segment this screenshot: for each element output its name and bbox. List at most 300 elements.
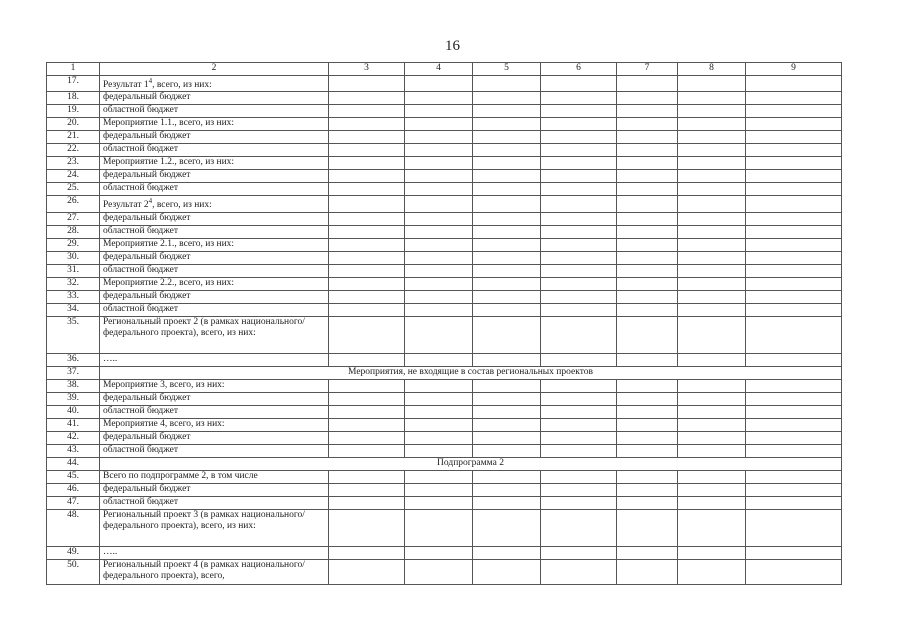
value-cell — [617, 251, 678, 264]
row-number: 24. — [47, 170, 100, 183]
row-number: 43. — [47, 444, 100, 457]
row-label-text: областной бюджет — [103, 496, 179, 507]
value-cell — [329, 353, 405, 366]
table-row — [47, 183, 842, 196]
value-cell — [405, 496, 473, 509]
value-cell — [678, 277, 746, 290]
value-cell — [746, 170, 842, 183]
value-cell — [473, 264, 541, 277]
value-cell — [473, 392, 541, 405]
row-number: 21. — [47, 131, 100, 144]
value-cell — [617, 353, 678, 366]
value-cell — [405, 251, 473, 264]
value-cell — [329, 92, 405, 105]
table-row — [47, 225, 842, 238]
column-header: 9 — [746, 63, 842, 76]
row-number: 49. — [47, 546, 100, 559]
value-cell — [405, 118, 473, 131]
value-cell — [617, 75, 678, 92]
row-label-text: Результат 1 — [103, 79, 149, 90]
row-label — [100, 105, 329, 118]
value-cell — [541, 170, 617, 183]
table-row — [47, 509, 842, 546]
row-number: 37. — [47, 366, 100, 379]
value-cell — [617, 196, 678, 213]
value-cell — [405, 183, 473, 196]
footnote-marker: 4 — [148, 76, 153, 85]
value-cell — [541, 131, 617, 144]
value-cell — [405, 212, 473, 225]
value-cell — [617, 431, 678, 444]
value-cell — [541, 225, 617, 238]
value-cell — [329, 316, 405, 353]
value-cell — [405, 75, 473, 92]
value-cell — [541, 118, 617, 131]
value-cell — [746, 131, 842, 144]
row-label-text: областной бюджет — [103, 183, 179, 194]
value-cell — [746, 353, 842, 366]
value-cell — [678, 509, 746, 546]
page-number: 16 — [445, 38, 460, 54]
value-cell — [473, 431, 541, 444]
value-cell — [541, 379, 617, 392]
value-cell — [541, 316, 617, 353]
row-label-text: федеральный бюджет — [103, 212, 191, 223]
value-cell — [405, 170, 473, 183]
row-label — [100, 277, 329, 290]
value-cell — [678, 483, 746, 496]
value-cell — [746, 157, 842, 170]
value-cell — [746, 379, 842, 392]
row-label — [100, 496, 329, 509]
row-number: 19. — [47, 105, 100, 118]
value-cell — [473, 379, 541, 392]
value-cell — [746, 392, 842, 405]
value-cell — [541, 92, 617, 105]
value-cell — [329, 290, 405, 303]
row-number: 40. — [47, 405, 100, 418]
value-cell — [541, 290, 617, 303]
value-cell — [617, 496, 678, 509]
row-number: 28. — [47, 225, 100, 238]
value-cell — [617, 559, 678, 584]
value-cell — [678, 157, 746, 170]
row-label-text: областной бюджет — [103, 405, 179, 416]
value-cell — [473, 483, 541, 496]
value-cell — [678, 144, 746, 157]
value-cell — [473, 509, 541, 546]
row-label-text: областной бюджет — [103, 105, 179, 116]
row-label — [100, 157, 329, 170]
row-number: 45. — [47, 470, 100, 483]
value-cell — [541, 559, 617, 584]
value-cell — [405, 546, 473, 559]
row-label-text: Всего по подпрограмме 2, в том числе — [103, 470, 258, 481]
value-cell — [405, 105, 473, 118]
row-label-text: федеральный бюджет — [103, 431, 191, 442]
value-cell — [617, 316, 678, 353]
row-label — [100, 444, 329, 457]
row-label-text: ….. — [103, 546, 118, 557]
row-number: 30. — [47, 251, 100, 264]
row-label-text: Региональный проект 3 (в рамках национального/федерального проекта), всего, из них: — [103, 509, 305, 532]
row-number: 32. — [47, 277, 100, 290]
value-cell — [678, 353, 746, 366]
value-cell — [678, 290, 746, 303]
value-cell — [473, 405, 541, 418]
value-cell — [329, 75, 405, 92]
value-cell — [329, 238, 405, 251]
row-number: 25. — [47, 183, 100, 196]
table-row — [47, 157, 842, 170]
value-cell — [541, 509, 617, 546]
value-cell — [473, 212, 541, 225]
value-cell — [541, 212, 617, 225]
row-label — [100, 251, 329, 264]
value-cell — [405, 131, 473, 144]
table-row — [47, 366, 842, 379]
value-cell — [678, 118, 746, 131]
value-cell — [405, 290, 473, 303]
row-label — [100, 392, 329, 405]
value-cell — [473, 157, 541, 170]
section-heading: Подпрограмма 2 — [100, 457, 842, 470]
value-cell — [746, 196, 842, 213]
row-label — [100, 431, 329, 444]
value-cell — [473, 92, 541, 105]
row-number: 20. — [47, 118, 100, 131]
value-cell — [678, 251, 746, 264]
value-cell — [678, 212, 746, 225]
value-cell — [746, 105, 842, 118]
row-number: 22. — [47, 144, 100, 157]
value-cell — [746, 496, 842, 509]
value-cell — [541, 277, 617, 290]
value-cell — [473, 75, 541, 92]
row-number: 27. — [47, 212, 100, 225]
value-cell — [405, 509, 473, 546]
value-cell — [541, 264, 617, 277]
value-cell — [746, 277, 842, 290]
value-cell — [473, 418, 541, 431]
row-label — [100, 353, 329, 366]
column-header: 8 — [678, 63, 746, 76]
value-cell — [541, 353, 617, 366]
row-label-text: Результат 2 — [103, 200, 149, 211]
value-cell — [405, 431, 473, 444]
value-cell — [405, 92, 473, 105]
value-cell — [678, 392, 746, 405]
value-cell — [541, 546, 617, 559]
row-label-suffix: , всего, из них: — [152, 79, 212, 90]
value-cell — [678, 405, 746, 418]
row-label — [100, 225, 329, 238]
budget-table — [46, 62, 842, 585]
value-cell — [473, 183, 541, 196]
value-cell — [617, 546, 678, 559]
value-cell — [617, 290, 678, 303]
value-cell — [746, 418, 842, 431]
value-cell — [541, 238, 617, 251]
value-cell — [541, 405, 617, 418]
value-cell — [617, 131, 678, 144]
value-cell — [678, 418, 746, 431]
value-cell — [329, 251, 405, 264]
row-label-text: Мероприятие 3, всего, из них: — [103, 379, 225, 390]
value-cell — [541, 183, 617, 196]
value-cell — [541, 105, 617, 118]
value-cell — [541, 144, 617, 157]
value-cell — [541, 303, 617, 316]
value-cell — [746, 264, 842, 277]
value-cell — [541, 496, 617, 509]
row-label — [100, 405, 329, 418]
row-label-text: Мероприятие 1.2., всего, из них: — [103, 157, 235, 168]
value-cell — [746, 118, 842, 131]
value-cell — [678, 225, 746, 238]
table-row — [47, 496, 842, 509]
row-number: 46. — [47, 483, 100, 496]
value-cell — [541, 418, 617, 431]
row-number: 41. — [47, 418, 100, 431]
value-cell — [329, 225, 405, 238]
value-cell — [746, 144, 842, 157]
value-cell — [405, 277, 473, 290]
value-cell — [541, 251, 617, 264]
value-cell — [617, 225, 678, 238]
table-row — [47, 303, 842, 316]
row-label — [100, 238, 329, 251]
value-cell — [473, 277, 541, 290]
table-row — [47, 546, 842, 559]
row-label — [100, 483, 329, 496]
value-cell — [617, 405, 678, 418]
value-cell — [473, 251, 541, 264]
value-cell — [405, 392, 473, 405]
row-number: 18. — [47, 92, 100, 105]
table-row — [47, 277, 842, 290]
table-row — [47, 483, 842, 496]
value-cell — [617, 105, 678, 118]
value-cell — [617, 183, 678, 196]
value-cell — [473, 316, 541, 353]
value-cell — [329, 212, 405, 225]
value-cell — [678, 496, 746, 509]
row-label-suffix: , всего, из них: — [152, 200, 212, 211]
row-label-text: федеральный бюджет — [103, 392, 191, 403]
value-cell — [746, 251, 842, 264]
table-row — [47, 353, 842, 366]
value-cell — [473, 559, 541, 584]
row-label-text: федеральный бюджет — [103, 170, 191, 181]
row-label-text: областной бюджет — [103, 144, 179, 155]
value-cell — [329, 392, 405, 405]
row-label — [100, 144, 329, 157]
row-number: 47. — [47, 496, 100, 509]
row-number: 36. — [47, 353, 100, 366]
value-cell — [678, 105, 746, 118]
row-number: 23. — [47, 157, 100, 170]
value-cell — [617, 303, 678, 316]
value-cell — [473, 444, 541, 457]
section-heading: Мероприятия, не входящие в состав региональных проектов — [100, 366, 842, 379]
value-cell — [678, 444, 746, 457]
value-cell — [617, 92, 678, 105]
table-row — [47, 196, 842, 213]
value-cell — [405, 144, 473, 157]
column-number-row — [47, 63, 842, 76]
column-header: 6 — [541, 63, 617, 76]
value-cell — [617, 277, 678, 290]
value-cell — [746, 183, 842, 196]
table-row — [47, 92, 842, 105]
row-label — [100, 75, 329, 92]
value-cell — [329, 196, 405, 213]
value-cell — [746, 238, 842, 251]
value-cell — [473, 105, 541, 118]
table-row — [47, 379, 842, 392]
value-cell — [617, 379, 678, 392]
column-header: 5 — [473, 63, 541, 76]
value-cell — [678, 170, 746, 183]
value-cell — [405, 559, 473, 584]
row-label — [100, 264, 329, 277]
value-cell — [617, 170, 678, 183]
table-row — [47, 470, 842, 483]
value-cell — [678, 238, 746, 251]
row-label — [100, 118, 329, 131]
value-cell — [678, 264, 746, 277]
value-cell — [746, 92, 842, 105]
row-number: 44. — [47, 457, 100, 470]
value-cell — [329, 546, 405, 559]
row-label — [100, 418, 329, 431]
value-cell — [405, 316, 473, 353]
value-cell — [617, 118, 678, 131]
value-cell — [329, 431, 405, 444]
value-cell — [678, 303, 746, 316]
row-label-text: областной бюджет — [103, 225, 179, 236]
value-cell — [617, 212, 678, 225]
table-row — [47, 75, 842, 92]
value-cell — [329, 131, 405, 144]
value-cell — [617, 238, 678, 251]
value-cell — [405, 157, 473, 170]
value-cell — [678, 431, 746, 444]
value-cell — [473, 118, 541, 131]
row-number: 17. — [47, 75, 100, 92]
value-cell — [746, 316, 842, 353]
value-cell — [329, 183, 405, 196]
row-label-text: ….. — [103, 353, 118, 364]
value-cell — [329, 444, 405, 457]
value-cell — [405, 225, 473, 238]
value-cell — [329, 470, 405, 483]
column-header: 7 — [617, 63, 678, 76]
table-row — [47, 251, 842, 264]
value-cell — [329, 303, 405, 316]
row-label-text: Мероприятие 4, всего, из них: — [103, 418, 225, 429]
table-row — [47, 170, 842, 183]
value-cell — [541, 157, 617, 170]
row-label-text: федеральный бюджет — [103, 131, 191, 142]
value-cell — [329, 496, 405, 509]
value-cell — [329, 509, 405, 546]
value-cell — [746, 431, 842, 444]
footnote-marker: 4 — [148, 197, 153, 206]
table-row — [47, 316, 842, 353]
row-label — [100, 212, 329, 225]
value-cell — [405, 264, 473, 277]
value-cell — [329, 105, 405, 118]
row-label — [100, 379, 329, 392]
value-cell — [329, 144, 405, 157]
value-cell — [329, 277, 405, 290]
value-cell — [617, 509, 678, 546]
value-cell — [541, 483, 617, 496]
column-header: 2 — [100, 63, 329, 76]
table-row — [47, 238, 842, 251]
value-cell — [541, 470, 617, 483]
row-number: 39. — [47, 392, 100, 405]
value-cell — [405, 303, 473, 316]
table-row — [47, 131, 842, 144]
row-label — [100, 183, 329, 196]
value-cell — [473, 196, 541, 213]
row-label-text: областной бюджет — [103, 303, 179, 314]
row-label — [100, 92, 329, 105]
table-row — [47, 144, 842, 157]
row-number: 48. — [47, 509, 100, 546]
value-cell — [617, 264, 678, 277]
value-cell — [746, 303, 842, 316]
value-cell — [405, 379, 473, 392]
table-row — [47, 431, 842, 444]
table-row — [47, 559, 842, 584]
value-cell — [405, 238, 473, 251]
row-label-text: Мероприятие 1.1., всего, из них: — [103, 118, 235, 129]
value-cell — [746, 212, 842, 225]
value-cell — [405, 196, 473, 213]
row-number: 31. — [47, 264, 100, 277]
value-cell — [329, 418, 405, 431]
row-number: 42. — [47, 431, 100, 444]
row-label-text: Региональный проект 4 (в рамках национального/федерального проекта), всего, — [103, 559, 305, 582]
value-cell — [746, 75, 842, 92]
column-header: 4 — [405, 63, 473, 76]
row-label — [100, 559, 329, 584]
value-cell — [473, 144, 541, 157]
value-cell — [746, 546, 842, 559]
value-cell — [678, 470, 746, 483]
row-number: 29. — [47, 238, 100, 251]
value-cell — [617, 144, 678, 157]
value-cell — [746, 559, 842, 584]
value-cell — [746, 290, 842, 303]
value-cell — [678, 183, 746, 196]
column-header: 1 — [47, 63, 100, 76]
row-label — [100, 131, 329, 144]
row-label-text: федеральный бюджет — [103, 92, 191, 103]
value-cell — [473, 496, 541, 509]
value-cell — [541, 75, 617, 92]
value-cell — [329, 157, 405, 170]
value-cell — [329, 559, 405, 584]
row-label — [100, 509, 329, 546]
row-label-text: федеральный бюджет — [103, 290, 191, 301]
table-row — [47, 264, 842, 277]
value-cell — [473, 290, 541, 303]
